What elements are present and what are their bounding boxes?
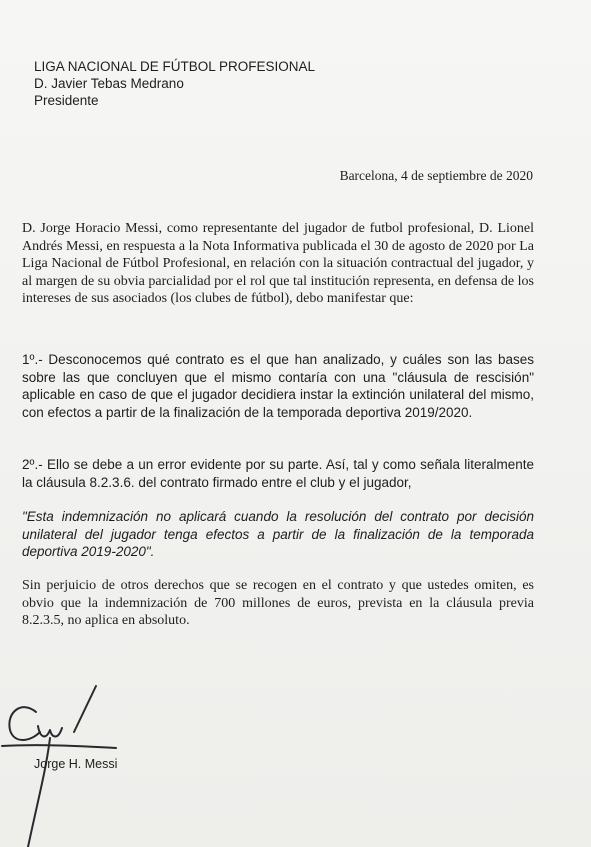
letter-date: Barcelona, 4 de septiembre de 2020 <box>339 168 533 183</box>
signature-stroke-slash <box>74 686 96 732</box>
recipient-name: D. Javier Tebas Medrano <box>34 76 184 91</box>
quoted-clause: "Esta indemnización no aplicará cuando la resolución del contrato por decisión unilateral del jugador tenga efectos a partir de la finalización de la temporada deportiva 2019-2020". <box>22 509 534 559</box>
point-2-paragraph: 2º.- Ello se debe a un error evidente por su parte. Así, tal y como señala literalmente la cláusula 8.2.3.6. del contrato firmado entre el club y el jugador, <box>22 457 534 490</box>
point-1-paragraph: 1º.- Desconocemos qué contrato es el que han analizado, y cuáles son las bases sobre las que concluyen que el mismo contaría con una "cláusula de rescisión" aplicable en caso de que el jugador decidiera instar la extinción unilateral del mismo, con efectos a partir de la finalización de la temporada deportiva 2019/2020. <box>22 352 534 420</box>
intro-paragraph: D. Jorge Horacio Messi, como representante del jugador de futbol profesional, D. Lionel Andrés Messi, en respuesta a la Nota Informativa publicada el 30 de agosto de 2020 por La Liga Nacional de Fútbol Profesional, en relación con la situación contractual del jugador, y al margen de su obvia parcialidad por el rol que tal institución representa, en defensa de los intereses de sus asociados (los clubes de fútbol), debo manifestar que: <box>22 221 534 306</box>
closing-paragraph: Sin perjuicio de otros derechos que se recogen en el contrato y que ustedes omiten, es obvio que la indemnización de 700 millones de euros, prevista en la cláusula previa 8.2.3.5, no aplica en absoluto. <box>22 578 534 628</box>
signature-stroke-c <box>9 707 40 740</box>
signature-stroke-underline <box>2 745 116 748</box>
signer-name: Jorge H. Messi <box>34 757 118 771</box>
recipient-block <box>34 58 315 109</box>
recipient-role: Presidente <box>34 93 99 108</box>
signature-stroke-u <box>38 726 62 737</box>
recipient-organization: LIGA NACIONAL DE FÚTBOL PROFESIONAL <box>34 59 316 74</box>
signature-stroke-descender <box>28 738 50 847</box>
